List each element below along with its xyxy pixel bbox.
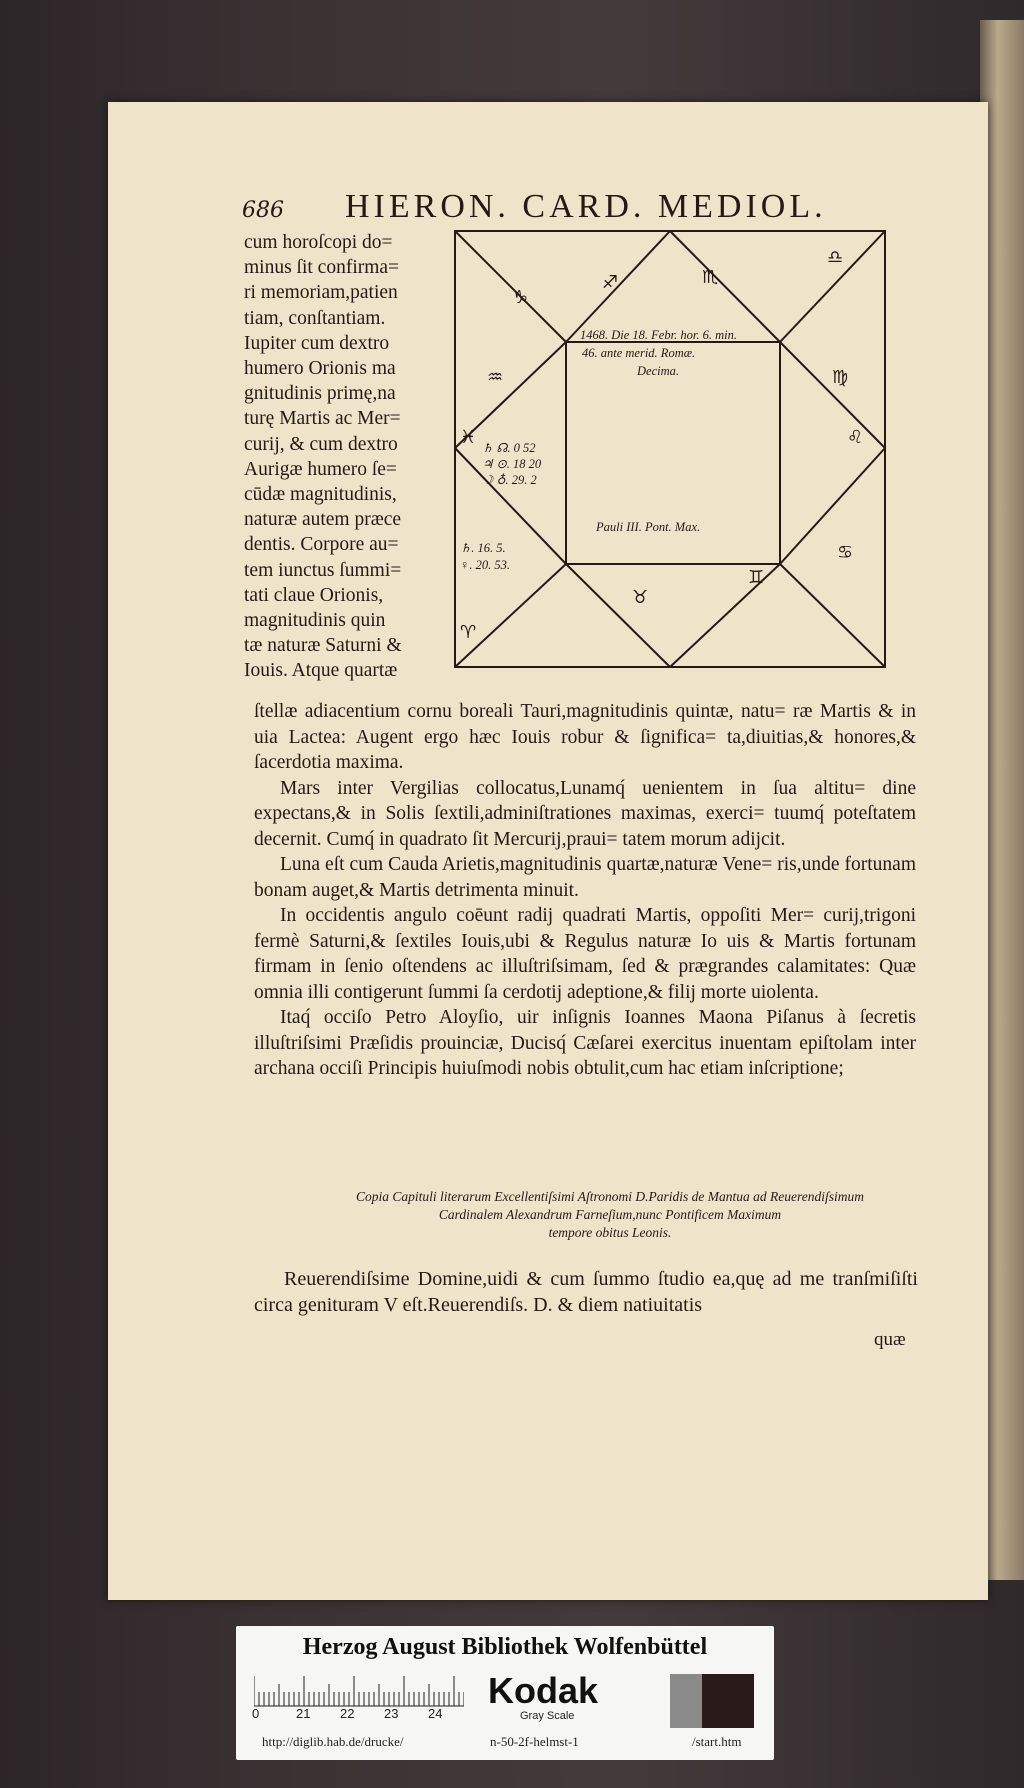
text-line: dentis. Corpore au=	[244, 534, 399, 556]
text-line: cum horoſcopi do=	[244, 232, 393, 253]
chart-house-label: Decima.	[637, 364, 679, 378]
chart-planet-line: ☽ ♁. 29. 2	[482, 473, 537, 487]
kodak-logo: Kodak	[488, 1670, 599, 1711]
horoscope-chart	[452, 228, 890, 670]
ruler-number: 23	[384, 1706, 399, 1721]
text-line: tem iunctus ſummi=	[244, 559, 402, 581]
chart-planet-line: ♄. 16. 5.	[460, 541, 506, 555]
paragraph: Reuerendiſsime Domine,uidi & cum ſummo ſtudio ea,quę ad me tranſmiſiſti circa genituram V eſt.Reuerendiſs. D. & diem natiuitatis	[254, 1268, 918, 1316]
svg-text:♒: ♒	[487, 367, 504, 388]
ruler-number: 24	[428, 1706, 443, 1721]
chart-planet-line: ♄ ☊. 0 52	[482, 441, 536, 455]
svg-text:♈: ♈	[460, 622, 477, 643]
chart-date-line2: 46. ante merid. Romæ.	[582, 346, 696, 360]
start-path: /start.htm	[692, 1734, 742, 1749]
ruler-number: 21	[296, 1706, 311, 1721]
text-line: tati claue Orionis,	[244, 584, 384, 606]
text-line: turę Martis ac Mer=	[244, 408, 401, 430]
running-head: HIERON. CARD. MEDIOL.	[345, 188, 827, 225]
ruler-number: 22	[340, 1706, 355, 1721]
text-line: gnitudinis primę,na	[244, 383, 396, 405]
left-column-text	[244, 230, 444, 684]
library-name: Herzog August Bibliothek Wolfenbüttel	[302, 1634, 708, 1660]
shelfmark: n-50-2f-helmst-1	[490, 1734, 579, 1749]
letter-heading-line: Copia Capituli literarum Excellentiſsimi Aſtronomi D.Paridis de Mantua ad Reuerendiſsimum	[356, 1189, 864, 1204]
text-line: tiam, conſtantiam.	[244, 307, 386, 329]
library-color-card	[236, 1626, 774, 1760]
body-text	[254, 699, 916, 1082]
chart-subject: Pauli III. Pont. Max.	[596, 520, 701, 534]
chart-planet-line: ♃ ⊙. 18 20	[482, 457, 542, 471]
text-line: ri memoriam,patien	[244, 282, 398, 304]
chart-date-line1: 1468. Die 18. Febr. hor. 6. min.	[580, 328, 737, 342]
svg-text:♍: ♍	[832, 367, 849, 388]
letter-heading-line: Cardinalem Alexandrum Farneſium,nunc Pontificem Maximum	[438, 1207, 782, 1222]
catchword: quæ	[874, 1329, 906, 1350]
gray-scale-label: Gray Scale	[520, 1710, 575, 1722]
letter-heading-line: tempore obitus Leonis.	[548, 1225, 672, 1240]
svg-text:♏: ♏	[702, 267, 719, 288]
text-line: curij, & cum dextro	[244, 433, 398, 455]
text-line: magnitudinis quin	[244, 610, 386, 632]
text-line: minus ſit confirma=	[244, 257, 400, 279]
paragraph: Itaq́ occiſo Petro Aloyſio, uir inſignis Ioannes Maona Piſanus à ſecretis illuſtriſsimi Præſidis prouinciæ, Ducisq́ Cæſarei exercitus inuentam epiſtolam inter archana occiſi Principis huiuſmodi nobis obtulit,cum hac etiam inſcriptione;	[254, 1007, 916, 1079]
text-line: tæ naturæ Saturni &	[244, 635, 402, 657]
svg-text:♎: ♎	[827, 247, 844, 268]
letter-text	[254, 1266, 918, 1318]
svg-text:♐: ♐	[602, 272, 619, 293]
svg-text:♑: ♑	[512, 287, 529, 308]
text-line: humero Orionis ma	[244, 358, 396, 380]
svg-text:♓: ♓	[460, 427, 477, 448]
text-line: Iouis. Atque quartæ	[244, 660, 398, 682]
svg-text:♌: ♌	[847, 427, 864, 448]
chart-planet-line: ♀. 20. 53.	[460, 558, 510, 572]
svg-text:♉: ♉	[632, 587, 649, 608]
library-url: http://diglib.hab.de/drucke/	[262, 1734, 404, 1749]
text-line: Aurigæ humero ſe=	[244, 458, 397, 480]
text-line: Iupiter cum dextro	[244, 332, 390, 354]
svg-text:♋: ♋	[837, 542, 854, 563]
gray-scale-patch	[670, 1674, 754, 1728]
paragraph: In occidentis angulo coēunt radij quadrati Martis, oppoſiti Mer= curij,trigoni fermè Saturni,& ſextiles Iouis,ubi & Regulus naturæ Io uis & Martis fortunam firmam in ſenio oſtendens ac illuſtriſsimam, ſed & prægrandes calamitates: Quæ omnia illi contigerunt ſummi ſa cerdotij adeptione,& filij morte uiolenta.	[254, 905, 916, 1003]
page-number: 686	[242, 198, 284, 223]
svg-text:♊: ♊	[748, 567, 765, 588]
paragraph: Mars inter Vergilias collocatus,Lunamq́ uenientem in ſua altitu= dine expectans,& in Solis ſextili,adminiſtrationes maximas, exerci= tuumq́ poteſtatem decernit. Cumq́ in quadrato ſit Mercurij,praui= tatem morum adijcit.	[254, 777, 916, 850]
text-line: naturæ autem præce	[244, 509, 402, 531]
paragraph: Luna eſt cum Cauda Arietis,magnitudinis quartæ,naturæ Vene= ris,unde fortunam bonam auget,& Martis detrimenta minuit.	[254, 854, 916, 901]
ruler-number: 0	[252, 1706, 260, 1721]
letter-heading	[290, 1188, 930, 1242]
text-line: cūdæ magnitudinis,	[244, 484, 397, 506]
paragraph: ſtellæ adiacentium cornu boreali Tauri,magnitudinis quintæ, natu= ræ Martis & in uia Lactea: Augent ergo hæc Iouis robur & ſignifica= ta,diuitias,& honores,& ſacerdotia maxima.	[254, 701, 916, 773]
